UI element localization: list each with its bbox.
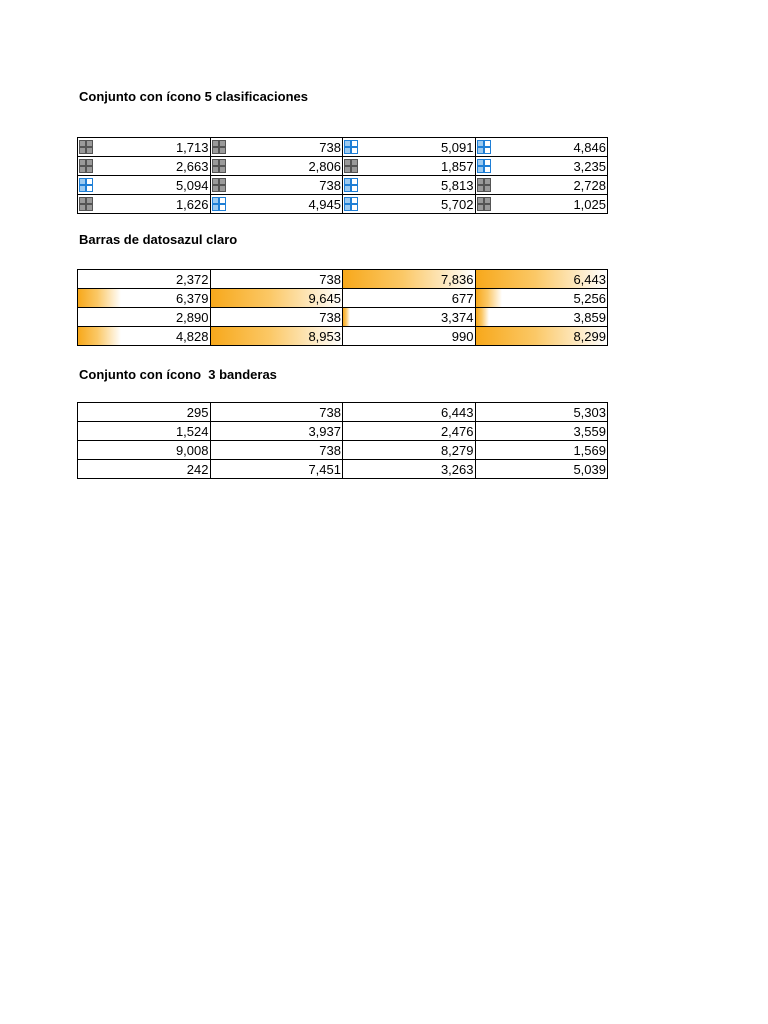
table-cell[interactable] (78, 138, 211, 157)
table-row (78, 157, 608, 176)
table-cell[interactable] (78, 157, 211, 176)
cell-value: 3,859 (573, 309, 606, 325)
rating-quads-icon (344, 197, 358, 211)
table-cell[interactable] (343, 195, 476, 214)
table-cell[interactable] (343, 422, 476, 441)
cell-value: 990 (451, 328, 474, 344)
cell-value: 4,945 (308, 196, 341, 212)
rating-quads-icon (212, 197, 226, 211)
table-cell[interactable] (210, 441, 343, 460)
cell-value: 6,443 (440, 404, 474, 420)
cell-value: 2,806 (308, 158, 341, 174)
data-bar (476, 289, 502, 307)
cell-value: 3,559 (573, 423, 606, 439)
cell-value: 4,828 (175, 328, 209, 344)
rating-quads-icon (344, 140, 358, 154)
cell-value: 295 (186, 404, 209, 420)
table-cell[interactable] (210, 270, 343, 289)
table-row (78, 441, 608, 460)
cell-value: 8,299 (573, 328, 606, 344)
table-cell[interactable] (78, 327, 211, 346)
table-cell[interactable] (210, 157, 343, 176)
table-cell[interactable] (210, 195, 343, 214)
table-cell[interactable] (475, 289, 608, 308)
cell-value: 5,813 (440, 177, 474, 193)
cell-value: 9,008 (175, 442, 209, 458)
data-bar (476, 308, 489, 326)
table-cell[interactable] (475, 308, 608, 327)
cell-value: 6,379 (175, 290, 209, 306)
rating-quads-icon (79, 140, 93, 154)
table-cell[interactable] (210, 403, 343, 422)
cell-value: 6,443 (573, 271, 606, 287)
flags-table (77, 402, 608, 479)
cell-value: 738 (319, 404, 341, 420)
cell-value: 5,039 (573, 461, 606, 477)
data-bar (78, 327, 121, 345)
cell-value: 5,091 (440, 139, 474, 155)
table-row (78, 327, 608, 346)
table-row (78, 270, 608, 289)
table-cell[interactable] (475, 327, 608, 346)
table-cell[interactable] (78, 289, 211, 308)
table-row (78, 460, 608, 479)
table-cell[interactable] (475, 441, 608, 460)
cell-value: 3,937 (308, 423, 341, 439)
table-cell[interactable] (210, 460, 343, 479)
table-row (78, 176, 608, 195)
table-row (78, 308, 608, 327)
rating-quads-icon (477, 178, 491, 192)
cell-value: 2,890 (175, 309, 209, 325)
table-cell[interactable] (78, 422, 211, 441)
table-cell[interactable] (78, 403, 211, 422)
table-row (78, 138, 608, 157)
table-cell[interactable] (343, 270, 476, 289)
table-cell[interactable] (210, 289, 343, 308)
table-cell[interactable] (343, 460, 476, 479)
cell-value: 242 (186, 461, 209, 477)
table-cell[interactable] (78, 195, 211, 214)
table-cell[interactable] (78, 270, 211, 289)
table-cell[interactable] (210, 308, 343, 327)
table-cell[interactable] (343, 403, 476, 422)
table-row (78, 403, 608, 422)
table-row (78, 195, 608, 214)
section-title-flags: Conjunto con ícono 3 banderas (79, 367, 277, 382)
cell-value: 7,836 (440, 271, 474, 287)
cell-value: 8,953 (308, 328, 341, 344)
table-cell[interactable] (475, 176, 608, 195)
rating-quads-icon (477, 197, 491, 211)
cell-value: 1,626 (175, 196, 209, 212)
section-title-databars: Barras de datosazul claro (79, 232, 238, 247)
cell-value: 2,372 (175, 271, 209, 287)
cell-value: 1,713 (175, 139, 209, 155)
rating-quads-icon (477, 140, 491, 154)
cell-value: 738 (319, 177, 341, 193)
cell-value: 2,728 (573, 177, 606, 193)
cell-value: 3,263 (440, 461, 474, 477)
data-bar (343, 308, 350, 326)
cell-value: 1,857 (440, 158, 474, 174)
table-cell[interactable] (210, 138, 343, 157)
table-cell[interactable] (475, 138, 608, 157)
rating-quads-icon (344, 178, 358, 192)
rating-quads-icon (79, 178, 93, 192)
table-row (78, 422, 608, 441)
cell-value: 7,451 (308, 461, 341, 477)
cell-value: 8,279 (440, 442, 474, 458)
table-cell[interactable] (475, 270, 608, 289)
cell-value: 738 (319, 271, 341, 287)
table-cell[interactable] (343, 138, 476, 157)
databars-table (77, 269, 608, 346)
cell-value: 4,846 (573, 139, 606, 155)
table-cell[interactable] (210, 176, 343, 195)
section-title-ratings: Conjunto con ícono 5 clasificaciones (79, 89, 308, 104)
table-cell[interactable] (343, 289, 476, 308)
table-cell[interactable] (78, 308, 211, 327)
table-cell[interactable] (343, 327, 476, 346)
cell-value: 2,476 (440, 423, 474, 439)
table-cell[interactable] (210, 422, 343, 441)
table-cell[interactable] (475, 157, 608, 176)
cell-value: 1,569 (573, 442, 606, 458)
table-cell[interactable] (475, 422, 608, 441)
cell-value: 2,663 (175, 158, 209, 174)
cell-value: 1,524 (175, 423, 209, 439)
rating-quads-icon (79, 159, 93, 173)
table-cell[interactable] (475, 403, 608, 422)
cell-value: 5,094 (175, 177, 209, 193)
table-cell[interactable] (343, 308, 476, 327)
cell-value: 3,374 (440, 309, 474, 325)
data-bar (78, 289, 121, 307)
table-cell[interactable] (343, 157, 476, 176)
table-cell[interactable] (343, 441, 476, 460)
rating-quads-icon (212, 178, 226, 192)
cell-value: 3,235 (573, 158, 606, 174)
cell-value: 9,645 (308, 290, 341, 306)
table-cell[interactable] (210, 327, 343, 346)
table-cell[interactable] (475, 195, 608, 214)
rating-quads-icon (79, 197, 93, 211)
table-cell[interactable] (78, 176, 211, 195)
table-cell[interactable] (343, 176, 476, 195)
rating-quads-icon (344, 159, 358, 173)
rating-quads-icon (212, 159, 226, 173)
ratings-table (77, 137, 608, 214)
cell-value: 677 (451, 290, 474, 306)
table-cell[interactable] (78, 460, 211, 479)
cell-value: 5,256 (573, 290, 606, 306)
cell-value: 1,025 (573, 196, 606, 212)
cell-value: 738 (319, 309, 341, 325)
cell-value: 738 (319, 139, 341, 155)
rating-quads-icon (477, 159, 491, 173)
rating-quads-icon (212, 140, 226, 154)
table-cell[interactable] (475, 460, 608, 479)
table-cell[interactable] (78, 441, 211, 460)
cell-value: 5,303 (573, 404, 606, 420)
cell-value: 5,702 (440, 196, 474, 212)
cell-value: 738 (319, 442, 341, 458)
table-row (78, 289, 608, 308)
